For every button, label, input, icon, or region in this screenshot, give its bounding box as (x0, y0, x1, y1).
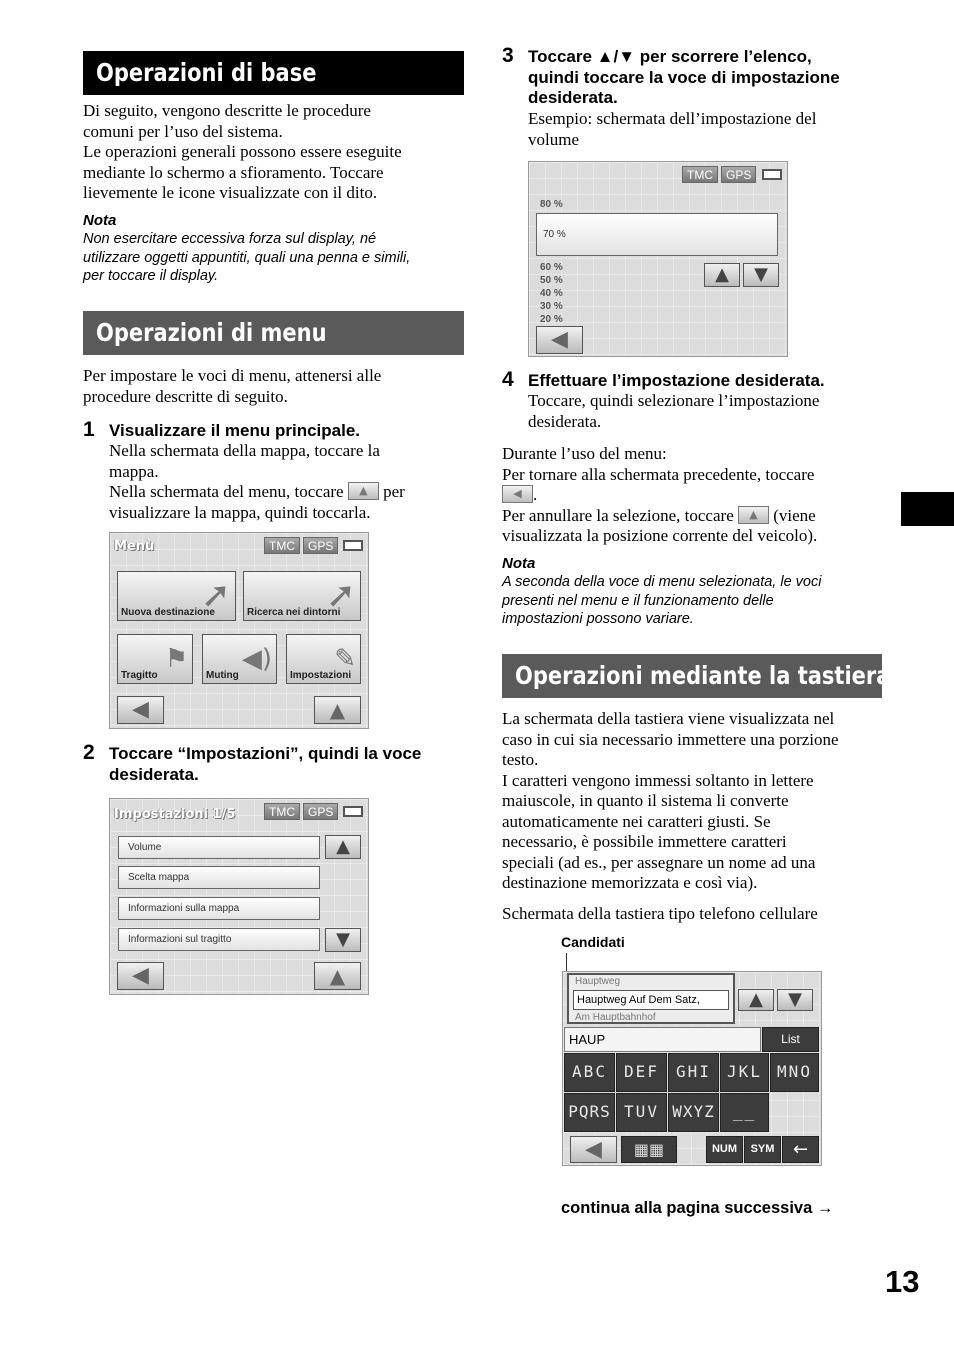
button-tragitto[interactable] (117, 634, 193, 684)
sym-button[interactable]: SYM (744, 1136, 781, 1163)
speaker-icon: ◀) (241, 644, 272, 674)
navigate-arrow-icon: ▲ (749, 507, 758, 521)
num-button[interactable]: NUM (706, 1136, 743, 1163)
arrow-up-icon: ▲ (749, 989, 763, 1010)
scroll-down-button[interactable] (777, 989, 813, 1011)
button-label: Ricerca nei dintorni (247, 607, 341, 618)
text-line: Per impostare le voci di menu, attenersi alle (83, 366, 382, 385)
text-line: Le operazioni generali possono essere eseguite (83, 142, 402, 161)
text-line: visualizzare la mappa, quindi toccarla. (109, 502, 371, 522)
back-button[interactable] (117, 696, 164, 724)
text-line: Durante l’uso del menu: (502, 444, 667, 463)
scroll-up-button[interactable] (325, 835, 361, 859)
button-label: Muting (206, 670, 239, 681)
step4-body (528, 391, 888, 432)
step-title (109, 744, 421, 785)
keyboard-paragraph (502, 709, 887, 894)
text-line: volume (528, 129, 579, 149)
during-menu-paragraph (502, 444, 887, 547)
keyboard-toggle-button[interactable] (621, 1136, 677, 1163)
text-line: maiuscole, in quanto il sistema li converte (502, 791, 789, 810)
text-line: A seconda della voce di menu selezionata, le voci (502, 574, 822, 590)
candidate-item[interactable]: Am Hauptbahnhof (575, 1012, 656, 1023)
text-line (109, 482, 469, 503)
tmc-indicator: TMC (264, 803, 300, 820)
key-ghi[interactable]: GHI (668, 1053, 719, 1092)
navigate-arrow-icon: ▲ (329, 964, 346, 988)
text-line: utilizzare oggetti appuntiti, quali una penna e simili, (83, 249, 411, 266)
text-line: Di seguito, vengono descritte le procedure (83, 101, 371, 120)
text-line: testo. (502, 750, 539, 769)
keyboard-grid-icon: ▦▦ (633, 1140, 665, 1159)
nota-text (83, 230, 468, 286)
screen-title: Impostazioni 1/5 (114, 807, 236, 822)
battery-icon (343, 806, 363, 817)
button-label: Tragitto (121, 670, 158, 681)
button-impostazioni[interactable] (286, 634, 361, 684)
step-title (528, 47, 840, 109)
back-button-inline (502, 485, 533, 503)
text-line: destinazione memorizzata e così via). (502, 873, 758, 892)
volume-value-field[interactable]: 70 % (536, 213, 778, 256)
button-nuova-destinazione[interactable] (117, 571, 236, 621)
key-pqrs[interactable]: PQRS (564, 1093, 615, 1132)
arrow-down-icon: ▼ (336, 929, 350, 950)
candidate-item-selected[interactable]: Hauptweg Auf Dem Satz, (573, 990, 729, 1010)
step-title: Effettuare l’impostazione desiderata. (528, 371, 825, 390)
step3-body (528, 109, 888, 150)
tmc-indicator: TMC (682, 166, 718, 183)
arrow-down-icon: ▼ (788, 989, 802, 1010)
text-line: lievemente le icone visualizzate con il dito. (83, 183, 378, 202)
text-input-field[interactable]: HAUP (564, 1027, 761, 1052)
screenshot-keyboard (562, 971, 822, 1166)
scroll-up-button[interactable] (704, 263, 740, 287)
screen-title: Menù (114, 539, 155, 554)
text-line (502, 485, 887, 506)
volume-level-label: 50 % (540, 275, 563, 286)
key-space[interactable]: __ (720, 1093, 769, 1132)
text-line: Toccare ▲/▼ per scorrere l’elenco, (528, 47, 812, 66)
volume-level-label: 40 % (540, 288, 563, 299)
text-line: desiderata. (528, 411, 602, 431)
text-line: Esempio: schermata dell’impostazione del (528, 109, 817, 128)
list-item-scelta-mappa[interactable]: Scelta mappa (118, 866, 320, 889)
nota-text (502, 573, 887, 629)
text-line: quindi toccare la voce di impostazione (528, 67, 840, 87)
gps-indicator: GPS (303, 803, 338, 820)
nota-title: Nota (83, 212, 117, 229)
navigate-arrow-icon: ➚ (325, 575, 356, 616)
navigate-arrow-icon: ▲ (329, 698, 346, 722)
text-line: Toccare “Impostazioni”, quindi la voce (109, 744, 422, 763)
step-number: 4 (502, 368, 514, 391)
backspace-icon: ← (792, 1139, 809, 1160)
base-paragraph (83, 101, 468, 204)
step-title: Visualizzare il menu principale. (109, 421, 360, 440)
text-line: caso in cui sia necessario immettere una porzione (502, 729, 839, 749)
map-button[interactable] (314, 696, 361, 724)
text-line: automaticamente nei caratteri giusti. Se (502, 811, 771, 831)
list-item-volume[interactable]: Volume (118, 836, 320, 859)
navigate-arrow-icon: ➚ (200, 575, 231, 616)
step-number: 1 (83, 418, 95, 441)
backspace-button[interactable] (782, 1136, 819, 1163)
text-line: impostazioni possono variare. (502, 611, 694, 627)
button-label: Impostazioni (290, 670, 352, 681)
key-def[interactable]: DEF (616, 1053, 667, 1092)
page-number: 13 (885, 1264, 920, 1299)
candidate-item[interactable]: Hauptweg (575, 976, 621, 987)
navigate-button-inline (738, 506, 769, 524)
navigate-arrow-icon: ▲ (359, 484, 368, 497)
text-line: Per tornare alla schermata precedente, toccare (502, 464, 815, 484)
volume-level-label: 80 % (540, 199, 563, 210)
text-line: visualizzata la posizione corrente del veicolo). (502, 526, 818, 545)
text-line: comuni per l’uso del sistema. (83, 121, 283, 141)
scroll-down-button[interactable] (743, 263, 779, 287)
scroll-down-button[interactable] (325, 928, 361, 952)
battery-icon (343, 540, 363, 551)
callout-line (566, 953, 567, 973)
key-mno[interactable]: MNO (770, 1053, 819, 1092)
gps-indicator: GPS (721, 166, 756, 183)
volume-level-label: 60 % (540, 262, 563, 273)
volume-level-label: 30 % (540, 301, 563, 312)
text-line: procedure descritte di seguito. (83, 386, 288, 406)
text-line: desiderata. (528, 88, 618, 107)
candidati-label: Candidati (561, 934, 625, 950)
heading-operazioni-di-base: Operazioni di base (83, 51, 464, 95)
text-fragment: per (383, 482, 405, 501)
list-button[interactable]: List (762, 1027, 819, 1052)
screenshot-main-menu (109, 532, 369, 729)
arrow-left-icon: ◀ (132, 697, 149, 722)
battery-icon (762, 169, 782, 180)
heading-operazioni-di-menu: Operazioni di menu (83, 311, 464, 355)
text-line: speciali (ad es., per assegnare un nome ad una (502, 852, 816, 872)
keyboard-caption: Schermata della tastiera tipo telefono cellulare (502, 904, 818, 923)
text-line: La schermata della tastiera viene visualizzata nel (502, 709, 835, 728)
arrow-up-icon: ▲ (715, 264, 729, 285)
back-button[interactable] (117, 962, 164, 990)
map-button[interactable] (314, 962, 361, 990)
button-label: Nuova destinazione (121, 607, 215, 618)
text-line: Non esercitare eccessiva forza sul display, né (83, 231, 377, 247)
text-line: necessario, è possibile immettere caratteri (502, 832, 787, 851)
screenshot-volume (528, 161, 788, 357)
arrow-up-icon: ▲ (336, 836, 350, 857)
step-number: 2 (83, 741, 95, 764)
arrow-down-icon: ▼ (754, 264, 768, 285)
list-item-informazioni-tragitto[interactable]: Informazioni sul tragitto (118, 928, 320, 951)
key-wxyz[interactable]: WXYZ (668, 1093, 719, 1132)
text-fragment: (viene (773, 505, 816, 525)
text-line (502, 506, 887, 527)
heading-operazioni-tastiera: Operazioni mediante la tastiera (502, 654, 882, 698)
text-line: mediante lo schermo a sfioramento. Toccare (83, 162, 384, 182)
button-ricerca-nei-dintorni[interactable] (243, 571, 361, 621)
arrow-left-icon: ◀ (585, 1137, 602, 1162)
step1-body (109, 441, 469, 523)
back-button[interactable] (570, 1136, 617, 1163)
key-abc[interactable]: ABC (564, 1053, 615, 1092)
text-line: Nella schermata della mappa, toccare la (109, 441, 380, 460)
text-fragment: Per annullare la selezione, toccare (502, 505, 734, 525)
arrow-left-icon: ◀ (513, 487, 522, 500)
scroll-up-button[interactable] (738, 989, 774, 1011)
route-flag-icon: ⚑ (164, 644, 188, 674)
text-line: desiderata. (109, 764, 199, 784)
arrow-left-icon: ◀ (551, 327, 568, 352)
volume-level-label: 20 % (540, 314, 563, 325)
continue-next-page: continua alla pagina successiva → (561, 1199, 834, 1217)
list-item-informazioni-mappa[interactable]: Informazioni sulla mappa (118, 897, 320, 920)
key-jkl[interactable]: JKL (720, 1053, 769, 1092)
section-side-tab (901, 492, 954, 526)
text-line: I caratteri vengono immessi soltanto in lettere (502, 770, 814, 790)
navigate-button-inline (348, 482, 379, 500)
text-fragment: . (533, 485, 538, 504)
screenshot-settings (109, 798, 369, 995)
text-line: Toccare, quindi selezionare l’impostazione (528, 391, 820, 410)
arrow-left-icon: ◀ (132, 963, 149, 988)
tmc-indicator: TMC (264, 537, 300, 554)
button-muting[interactable] (202, 634, 277, 684)
text-line: presenti nel menu e il funzionamento delle (502, 592, 774, 609)
back-button[interactable] (536, 326, 583, 354)
wrench-icon: ✎ (334, 644, 356, 674)
key-tuv[interactable]: TUV (616, 1093, 667, 1132)
menu-paragraph (83, 366, 468, 407)
nota-title: Nota (502, 555, 536, 572)
text-fragment: Nella schermata del menu, toccare (109, 482, 344, 501)
candidate-list (567, 973, 735, 1024)
step-number: 3 (502, 44, 514, 67)
text-line: per toccare il display. (83, 268, 219, 284)
text-line: mappa. (109, 461, 159, 481)
gps-indicator: GPS (303, 537, 338, 554)
